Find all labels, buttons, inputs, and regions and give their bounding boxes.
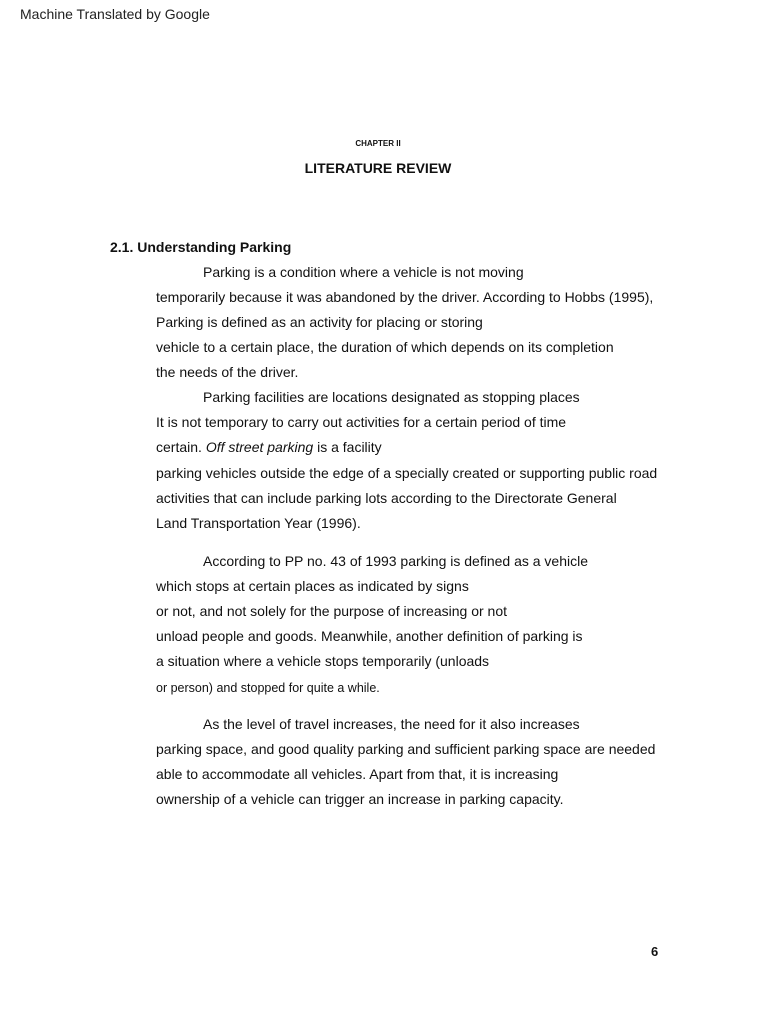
body-line: which stops at certain places as indicated by signs [156,578,469,594]
body-line: It is not temporary to carry out activities for a certain period of time [156,414,567,430]
body-line: As the level of travel increases, the need for it also increases [203,716,580,732]
body-text: is a facility [313,439,382,455]
page-number: 6 [651,944,659,959]
body-line: activities that can include parking lots according to the Directorate General [156,490,617,506]
body-line: unload people and goods. Meanwhile, another definition of parking is [156,628,583,644]
body-line: vehicle to a certain place, the duration of which depends on its completion [156,339,614,355]
body-line: Parking is a condition where a vehicle is not moving [203,264,524,280]
body-line: temporarily because it was abandoned by the driver. According to Hobbs (1995), [156,289,654,305]
body-line: Land Transportation Year (1996). [156,515,361,531]
machine-translation-notice: Machine Translated by Google [20,6,210,22]
body-line: ownership of a vehicle can trigger an increase in parking capacity. [156,791,564,807]
body-line: or person) and stopped for quite a while. [156,681,380,695]
body-text: certain. [156,439,206,455]
section-heading: 2.1. Understanding Parking [110,239,292,255]
body-line: or not, and not solely for the purpose of increasing or not [156,603,507,619]
body-line: Parking is defined as an activity for placing or storing [156,314,483,330]
emphasized-term: Off street parking [205,439,314,455]
body-line: the needs of the driver. [156,364,299,380]
chapter-title: LITERATURE REVIEW [304,160,452,176]
body-line: parking space, and good quality parking and sufficient parking space are needed [156,741,656,757]
chapter-label: CHAPTER II [355,139,401,148]
body-line [156,439,382,455]
body-line: According to PP no. 43 of 1993 parking is defined as a vehicle [203,553,588,569]
body-line: a situation where a vehicle stops temporarily (unloads [156,653,490,669]
body-line: able to accommodate all vehicles. Apart from that, it is increasing [156,766,559,782]
body-line: Parking facilities are locations designated as stopping places [203,389,580,405]
body-line: parking vehicles outside the edge of a specially created or supporting public road [156,465,658,481]
